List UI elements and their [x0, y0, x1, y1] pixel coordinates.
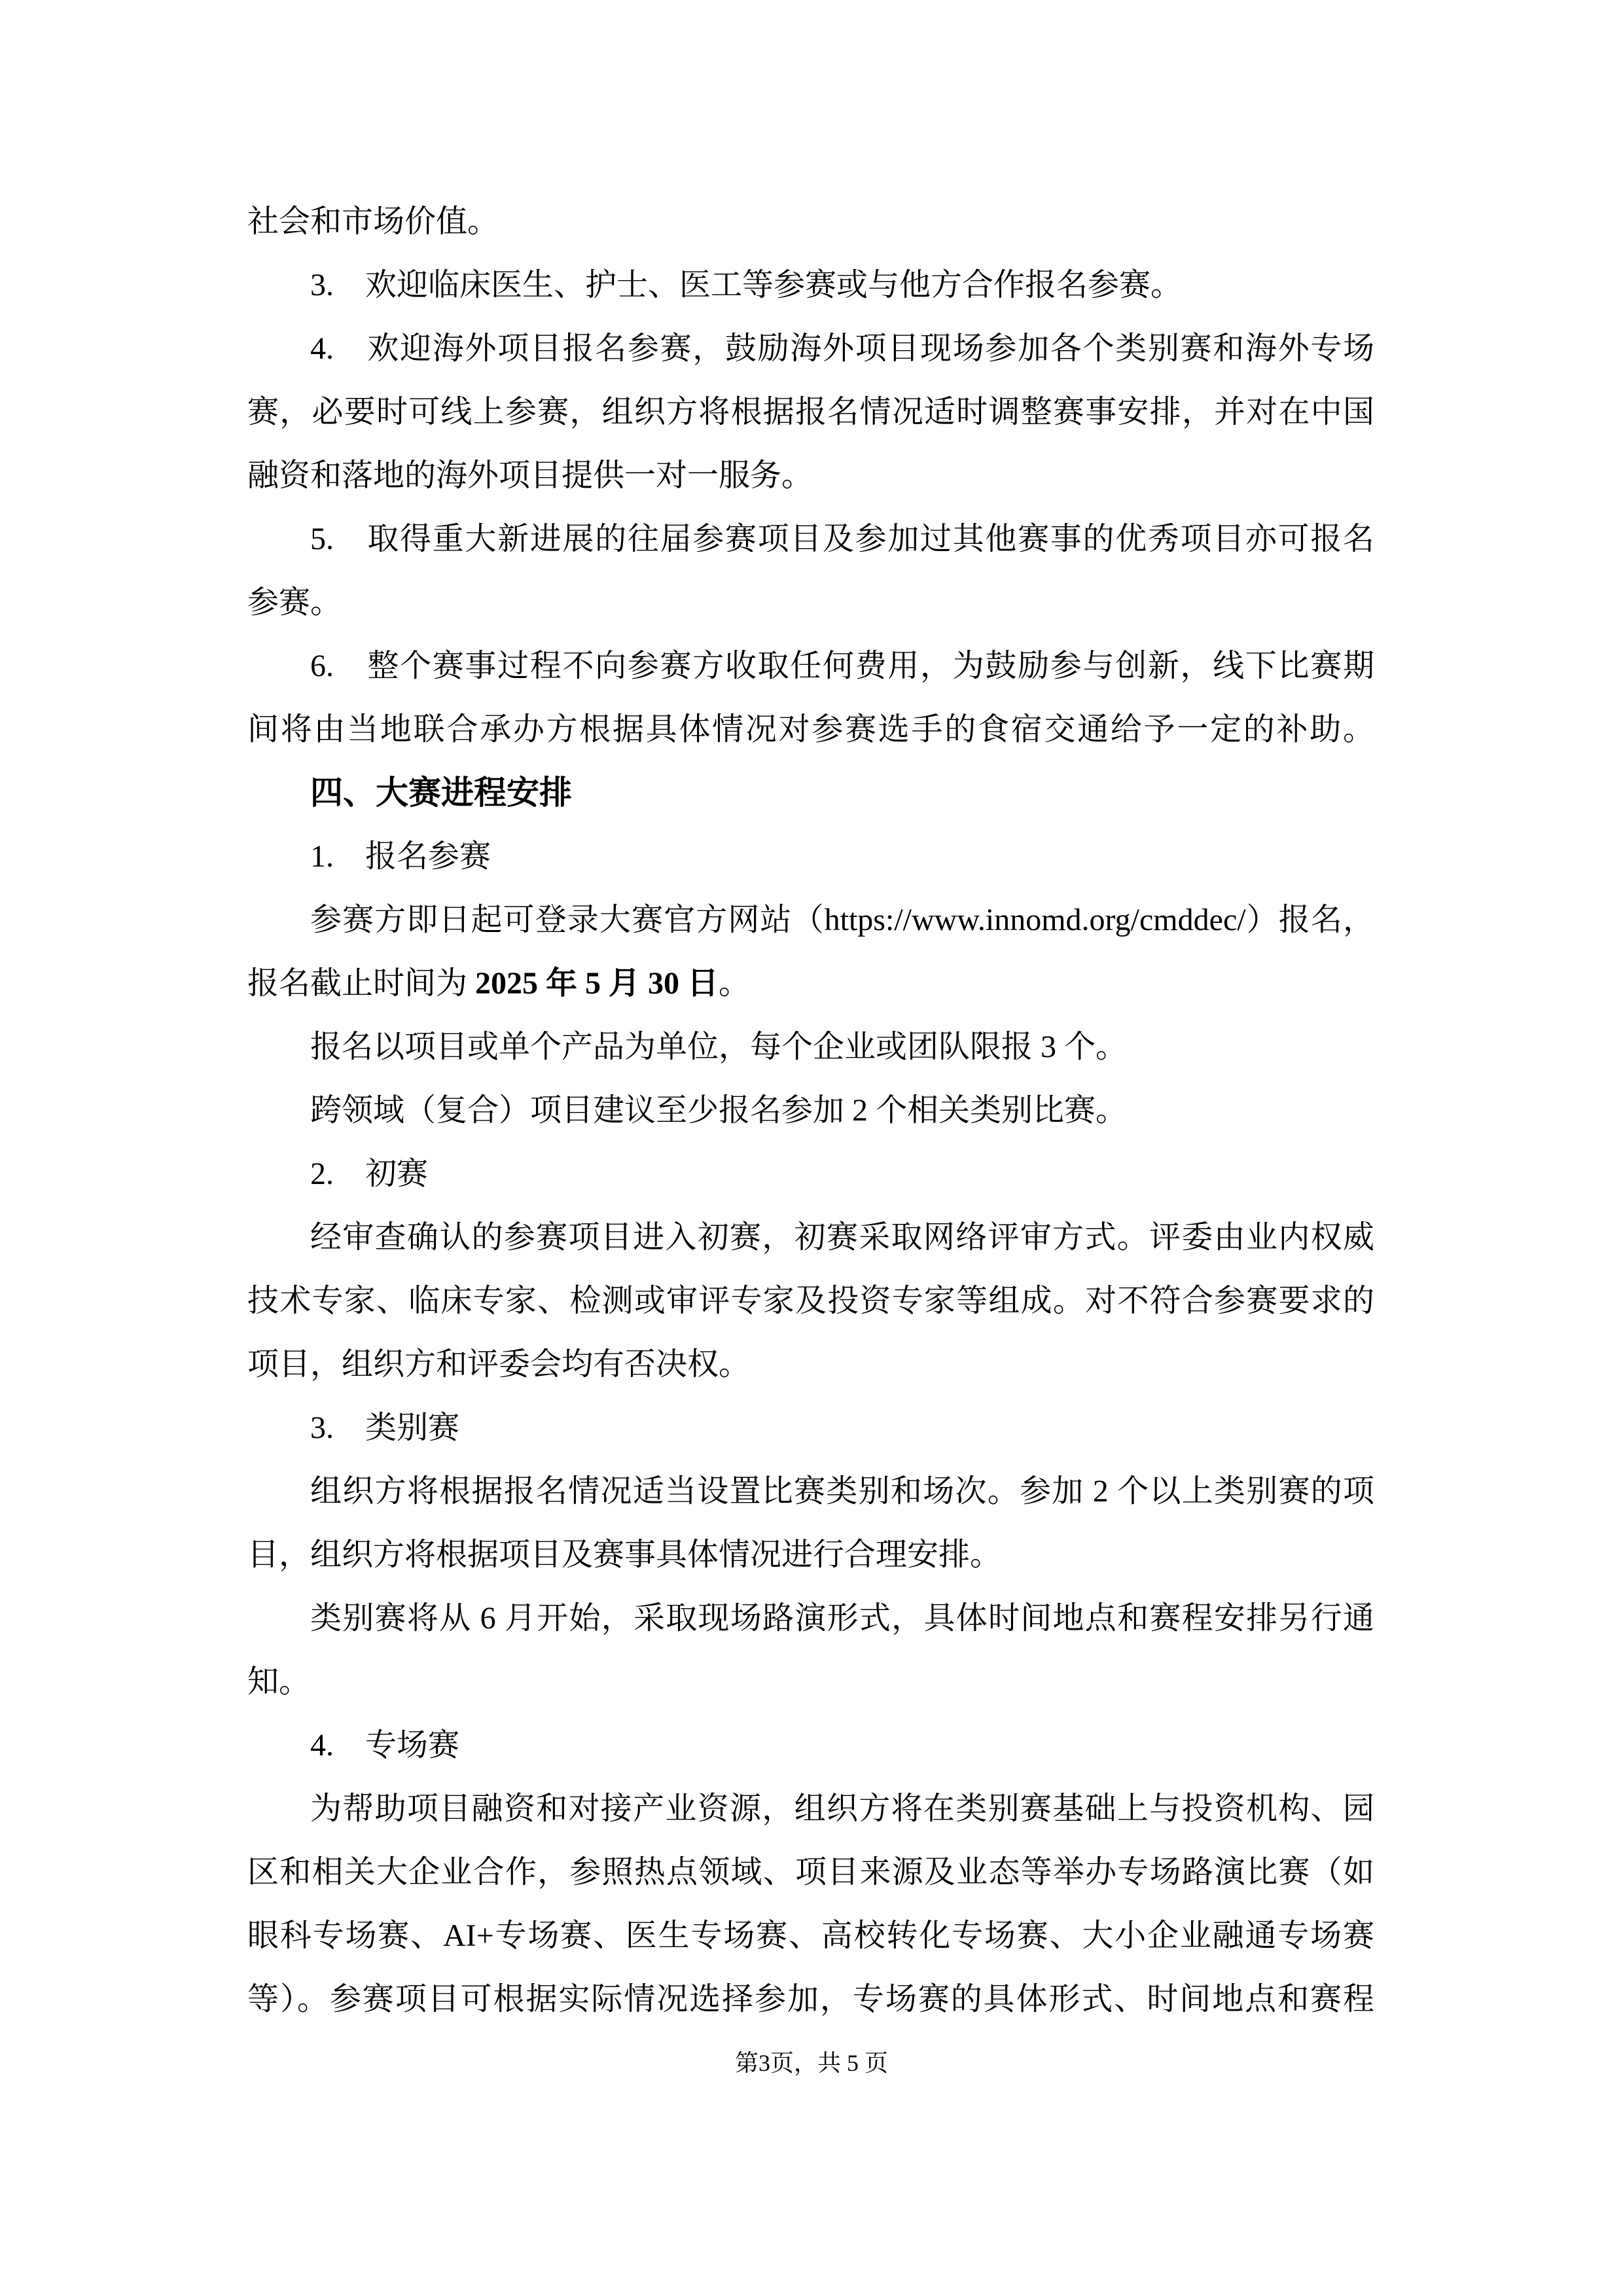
- text-segment: 6. 整个赛事过程不向参赛方收取任何费用，为鼓励参与创新，线下比赛期: [310, 649, 1374, 683]
- text-line: [247, 190, 1374, 253]
- text-segment: 2. 初赛: [310, 1157, 429, 1191]
- text-line: [247, 1079, 1374, 1142]
- document-body: [247, 190, 1374, 2031]
- text-segment: 技术专家、临床专家、检测或审评专家及投资专家等组成。对不符合参赛要求的: [247, 1283, 1374, 1318]
- text-segment: 4. 专场赛: [310, 1728, 460, 1763]
- text-line: [247, 1904, 1374, 1967]
- text-line: [247, 1967, 1374, 2031]
- text-line: [247, 317, 1374, 380]
- text-segment: 类别赛将从 6 月开始，采取现场路演形式，具体时间地点和赛程安排另行通: [310, 1601, 1374, 1636]
- text-segment: 眼科专场赛、AI+专场赛、医生专场赛、高校转化专场赛、大小企业融通专场赛: [247, 1918, 1374, 1953]
- text-line: [247, 1333, 1374, 1396]
- text-segment: 目，组织方将根据项目及赛事具体情况进行合理安排。: [247, 1537, 1002, 1572]
- text-segment: 融资和落地的海外项目提供一对一服务。: [247, 458, 813, 493]
- text-segment: 四、大赛进程安排: [310, 774, 572, 811]
- text-line: [247, 698, 1374, 761]
- text-line: [247, 444, 1374, 507]
- text-line: [247, 888, 1374, 952]
- text-segment: 5. 取得重大新进展的往届参赛项目及参加过其他赛事的优秀项目亦可报名: [310, 522, 1374, 556]
- text-segment: 为帮助项目融资和对接产业资源，组织方将在类别赛基础上与投资机构、园: [310, 1791, 1374, 1826]
- text-line: [247, 1396, 1374, 1460]
- text-line: [247, 1142, 1374, 1206]
- text-line: [247, 1713, 1374, 1777]
- text-segment: 4. 欢迎海外项目报名参赛，鼓励海外项目现场参加各个类别赛和海外专场: [310, 331, 1374, 366]
- text-line: [247, 1206, 1374, 1269]
- text-line: [247, 825, 1374, 888]
- text-line: [247, 1460, 1374, 1523]
- text-line: [247, 380, 1374, 444]
- text-line: [247, 1015, 1374, 1079]
- text-line: [247, 571, 1374, 634]
- text-line: [247, 1587, 1374, 1650]
- page-footer: 第3页，共 5 页: [734, 2050, 888, 2076]
- text-segment: 参赛方即日起可登录大赛官方网站（https://www.innomd.org/cmddec/）报名，: [310, 903, 1374, 937]
- text-segment: 项目，组织方和评委会均有否决权。: [247, 1347, 751, 1382]
- text-segment: 等）。参赛项目可根据实际情况选择参加，专场赛的具体形式、时间地点和赛程: [247, 1982, 1374, 2017]
- text-segment: 1. 报名参赛: [310, 839, 491, 874]
- text-segment: 间将由当地联合承办方根据具体情况对参赛选手的食宿交通给予一定的补助。: [247, 712, 1374, 747]
- text-line: [247, 1650, 1374, 1713]
- text-segment: 区和相关大企业合作，参照热点领域、项目来源及业态等举办专场路演比赛（如: [247, 1855, 1374, 1890]
- text-segment: 赛，必要时可线上参赛，组织方将根据报名情况适时调整赛事安排，并对在中国: [247, 395, 1374, 429]
- text-segment: 2025 年 5 月 30 日: [475, 966, 719, 1001]
- text-segment: 3. 类别赛: [310, 1410, 460, 1445]
- text-segment: 知。: [247, 1664, 311, 1699]
- text-line: [247, 1269, 1374, 1333]
- text-segment: 。: [719, 966, 751, 1001]
- text-line: [247, 507, 1374, 571]
- text-line: [247, 253, 1374, 317]
- text-segment: 跨领域（复合）项目建议至少报名参加 2 个相关类别比赛。: [310, 1093, 1128, 1128]
- text-segment: 组织方将根据报名情况适当设置比赛类别和场次。参加 2 个以上类别赛的项: [310, 1474, 1374, 1509]
- text-line: [247, 634, 1374, 698]
- text-segment: 经审查确认的参赛项目进入初赛，初赛采取网络评审方式。评委由业内权威: [310, 1220, 1374, 1255]
- text-segment: 参赛。: [247, 585, 342, 620]
- text-segment: 3. 欢迎临床医生、护士、医工等参赛或与他方合作报名参赛。: [310, 268, 1183, 302]
- text-segment: 社会和市场价值。: [247, 204, 499, 239]
- text-line: [247, 1523, 1374, 1587]
- text-line: [247, 1777, 1374, 1840]
- text-line: [247, 952, 1374, 1015]
- text-segment: 报名截止时间为: [247, 966, 476, 1001]
- text-line: [247, 1840, 1374, 1904]
- text-segment: 报名以项目或单个产品为单位，每个企业或团队限报 3 个。: [310, 1030, 1128, 1064]
- section-heading: [247, 761, 1374, 825]
